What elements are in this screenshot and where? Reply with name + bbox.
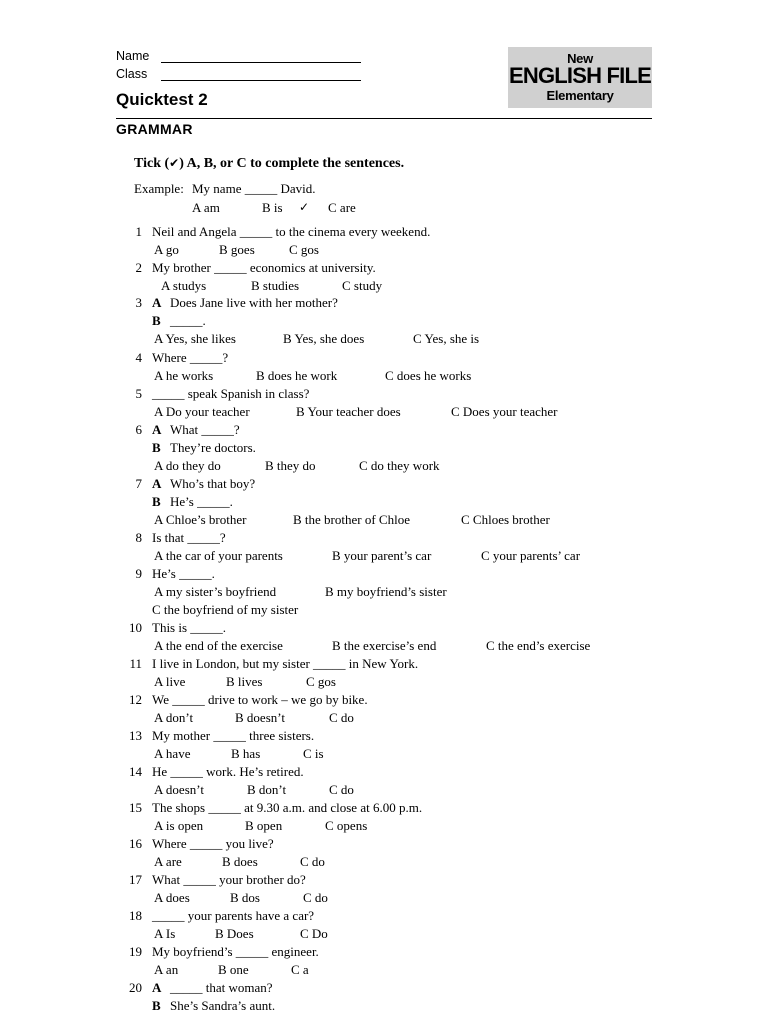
option-a: A studys (161, 278, 207, 293)
option-c: C gos (289, 242, 319, 257)
name-label: Name (116, 49, 150, 63)
option-b: B your parent’s car (332, 548, 432, 563)
option-c: C study (342, 278, 383, 293)
question-text: We _____ drive to work – we go by bike. (152, 692, 368, 707)
example-option-c: C are (328, 200, 356, 215)
option-c: C your parents’ car (481, 548, 581, 563)
option-a: A is open (154, 818, 204, 833)
response-text: _____. (170, 313, 206, 328)
option-a: A have (154, 746, 191, 761)
question-number: 20 (129, 980, 142, 995)
option-a: A does (154, 890, 190, 905)
question-text: Who’s that boy? (170, 476, 256, 491)
speaker-a-label: A (152, 476, 162, 491)
logo-title: ENGLISH FILE (509, 63, 651, 88)
option-a: A Yes, she likes (154, 331, 236, 346)
example-label: Example: (134, 181, 184, 196)
option-b: B Yes, she does (283, 331, 365, 346)
question-text: _____ that woman? (170, 980, 273, 995)
option-a: A he works (154, 368, 214, 383)
option-c: C Do (300, 926, 328, 941)
question-text: Does Jane live with her mother? (170, 295, 338, 310)
question-number: 10 (129, 620, 142, 635)
option-b: B don’t (247, 782, 287, 797)
question-text: Is that _____? (152, 530, 226, 545)
option-c: C do (303, 890, 328, 905)
name-field[interactable] (161, 62, 361, 63)
speaker-b-label: B (152, 440, 161, 455)
question-number: 6 (135, 422, 142, 437)
option-a: A an (154, 962, 179, 977)
speaker-a-label: A (152, 422, 162, 437)
option-a: A Is (154, 926, 176, 941)
option-a: A the car of your parents (154, 548, 283, 563)
question-number: 16 (129, 836, 142, 851)
option-c: C opens (325, 818, 368, 833)
question-text: Where _____? (152, 350, 229, 365)
option-b: B my boyfriend’s sister (325, 584, 447, 599)
class-field[interactable] (161, 80, 361, 81)
instructions (134, 156, 404, 172)
option-a: A go (154, 242, 179, 257)
option-c: C do (300, 854, 325, 869)
option-b: B studies (251, 278, 300, 293)
option-a: A live (154, 674, 186, 689)
logo-new: New (567, 51, 593, 66)
option-c: C Chloes brother (461, 512, 550, 527)
option-a: A Do your teacher (154, 404, 250, 419)
option-c: C gos (306, 674, 336, 689)
option-b: B goes (219, 242, 255, 257)
class-label: Class (116, 67, 148, 81)
option-c: C a (291, 962, 309, 977)
example-sentence: My name _____ David. (192, 181, 316, 196)
question-number: 13 (129, 728, 142, 743)
question-number: 15 (129, 800, 142, 815)
option-b: B Your teacher does (296, 404, 401, 419)
option-b: B does he work (256, 368, 338, 383)
question-text: The shops _____ at 9.30 a.m. and close at 6.00 p.m. (152, 800, 423, 815)
question-number: 7 (135, 476, 142, 491)
question-number: 14 (129, 764, 142, 779)
instructions-suffix: ) A, B, or C to complete the sentences. (179, 156, 405, 171)
option-a: A do they do (154, 458, 221, 473)
tick-icon: ✔ (169, 156, 180, 170)
option-c: C does he works (385, 368, 472, 383)
option-a: A doesn’t (154, 782, 204, 797)
option-c: C do they work (359, 458, 440, 473)
option-b: B has (231, 746, 261, 761)
english-file-logo (508, 47, 652, 108)
option-c: C Yes, she is (413, 331, 480, 346)
question-number: 17 (129, 872, 142, 887)
question-text: My mother _____ three sisters. (152, 728, 315, 743)
response-text: She’s Sandra’s aunt. (170, 998, 276, 1013)
response-text: They’re doctors. (170, 440, 256, 455)
question-text: What _____? (170, 422, 240, 437)
question-number: 4 (135, 350, 142, 365)
question-number: 12 (129, 692, 142, 707)
option-a: A are (154, 854, 182, 869)
speaker-b-label: B (152, 494, 161, 509)
speaker-a-label: A (152, 980, 162, 995)
option-b: B lives (226, 674, 263, 689)
question-text: _____ speak Spanish in class? (152, 386, 310, 401)
option-a: A don’t (154, 710, 194, 725)
speaker-b-label: B (152, 313, 161, 328)
question-number: 18 (129, 908, 142, 923)
response-text: He’s _____. (170, 494, 233, 509)
option-b: B doesn’t (235, 710, 285, 725)
question-number: 3 (135, 295, 142, 310)
option-b: B one (218, 962, 249, 977)
question-text: _____ your parents have a car? (152, 908, 315, 923)
option-b: B the brother of Chloe (293, 512, 410, 527)
option-b: B Does (215, 926, 254, 941)
question-number: 2 (135, 260, 142, 275)
question-text: My boyfriend’s _____ engineer. (152, 944, 319, 959)
question-text: Where _____ you live? (152, 836, 274, 851)
option-c: C do (329, 710, 354, 725)
question-text: What _____ your brother do? (152, 872, 306, 887)
question-number: 9 (135, 566, 142, 581)
question-text: This is _____. (152, 620, 227, 635)
question-number: 11 (129, 656, 142, 671)
question-number: 8 (135, 530, 142, 545)
example-check-icon: ✓ (299, 200, 310, 214)
option-c: C Does your teacher (451, 404, 558, 419)
option-b: B the exercise’s end (332, 638, 437, 653)
question-number: 19 (129, 944, 142, 959)
header-divider (116, 118, 652, 119)
option-b: B does (222, 854, 258, 869)
logo-level: Elementary (546, 88, 614, 103)
option-b: B they do (265, 458, 316, 473)
option-a: A my sister’s boyfriend (154, 584, 277, 599)
question-text: Neil and Angela _____ to the cinema every weekend. (152, 224, 431, 239)
option-c: C the end’s exercise (486, 638, 591, 653)
speaker-a-label: A (152, 295, 162, 310)
question-text: I live in London, but my sister _____ in New York. (152, 656, 419, 671)
instructions-prefix: Tick ( (134, 156, 170, 171)
question-number: 5 (135, 386, 142, 401)
option-c: C do (329, 782, 354, 797)
page-title: Quicktest 2 (116, 90, 208, 109)
option-c: C the boyfriend of my sister (152, 602, 299, 617)
example-option-a: A am (192, 200, 220, 215)
section-heading: GRAMMAR (116, 121, 193, 137)
option-b: B dos (230, 890, 260, 905)
question-text: He’s _____. (152, 566, 215, 581)
speaker-b-label: B (152, 998, 161, 1013)
option-c: C is (303, 746, 324, 761)
question-text: My brother _____ economics at university. (152, 260, 376, 275)
question-number: 1 (135, 224, 142, 239)
example-option-b: B is (262, 200, 283, 215)
question-text: He _____ work. He’s retired. (152, 764, 304, 779)
option-a: A Chloe’s brother (154, 512, 247, 527)
option-b: B open (245, 818, 283, 833)
option-a: A the end of the exercise (154, 638, 283, 653)
